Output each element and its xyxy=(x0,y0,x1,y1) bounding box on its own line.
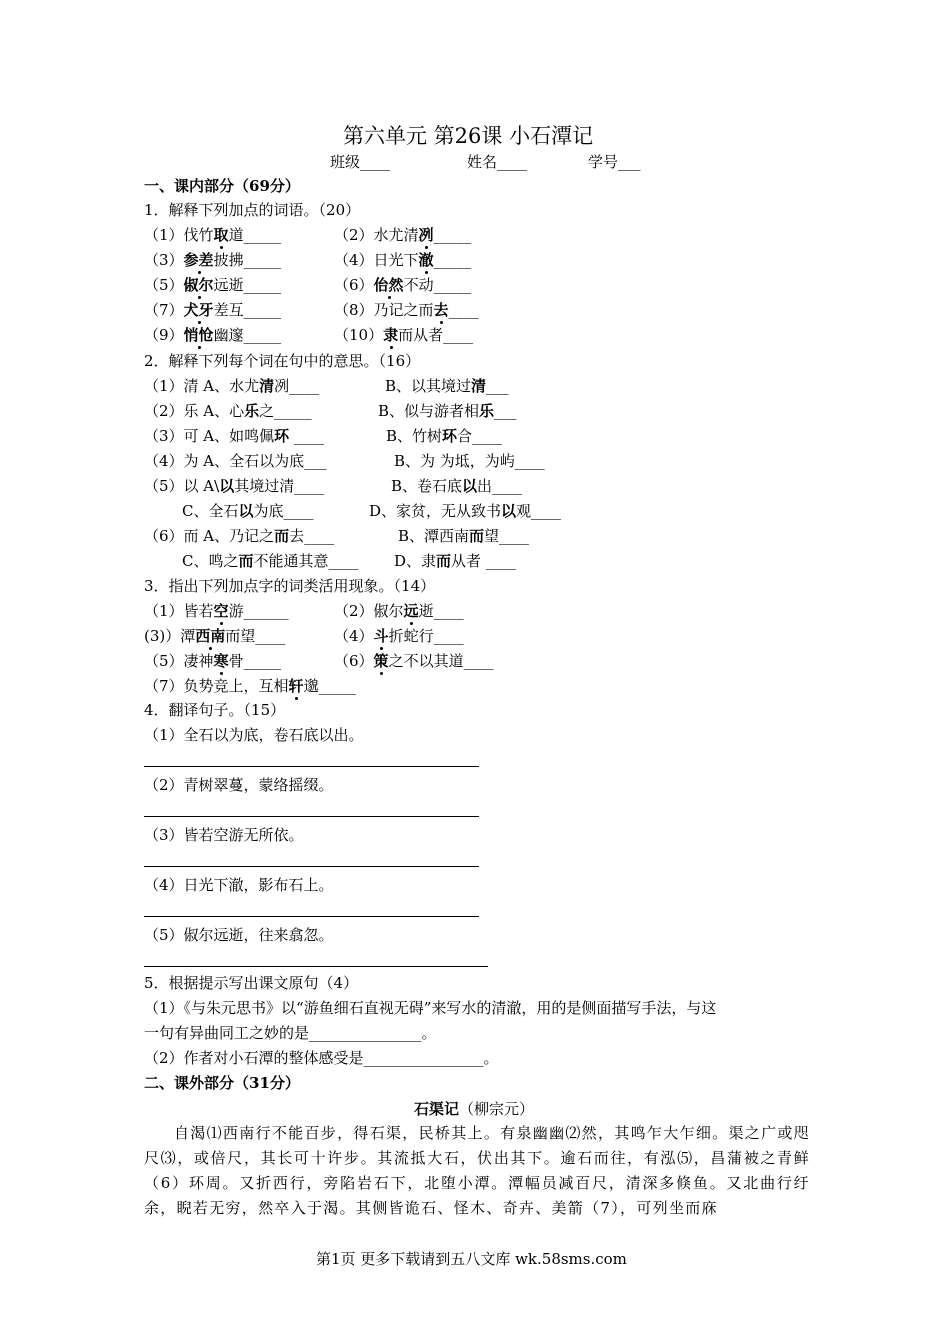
exercise-item xyxy=(394,451,545,471)
marked-word: 佁然 xyxy=(373,276,404,294)
item-text: （7）负势竞上，互相 xyxy=(144,677,289,695)
exercise-item xyxy=(334,300,479,320)
marked-word: 环 xyxy=(274,427,290,445)
exercise-item xyxy=(144,401,312,421)
item-text: （4）日光下 xyxy=(334,251,419,269)
exercise-item xyxy=(394,551,516,571)
item-text: B、竹树 xyxy=(386,427,443,445)
item-text: (3)）潭 xyxy=(144,627,196,645)
item-text: （10） xyxy=(334,326,384,344)
translate-item: （3）皆若空游无所依。 xyxy=(144,826,304,844)
marked-word: 而 xyxy=(436,552,452,570)
item-text: （6）而 A、乃记之 xyxy=(144,527,275,545)
item-text: B、以其境过 xyxy=(385,377,472,395)
marked-word: 以 xyxy=(462,477,478,495)
item-text-answer: 幽邃_____ xyxy=(213,326,282,344)
exercise-item xyxy=(144,526,334,546)
item-text: D、家贫，无从致书 xyxy=(369,502,502,520)
item-text-answer: _____ xyxy=(433,251,472,269)
answer-line[interactable] xyxy=(144,766,479,767)
item-text: B、潭西南 xyxy=(398,527,470,545)
exercise-item xyxy=(144,476,324,496)
marked-word: 而 xyxy=(238,552,254,570)
exercise-item xyxy=(385,376,509,396)
item-text: C、全石 xyxy=(182,502,239,520)
marked-word: 隶 xyxy=(383,326,399,344)
marked-word: 而 xyxy=(274,527,290,545)
item-text-answer: 差互_____ xyxy=(213,301,282,319)
page-footer: 第1页 更多下载请到五八文库 wk.58sms.com xyxy=(316,1250,627,1268)
item-text: （1）伐竹 xyxy=(144,226,214,244)
exercise-item xyxy=(334,225,471,245)
item-text-answer: 不能通其意____ xyxy=(253,552,359,570)
answer-line[interactable] xyxy=(144,866,479,867)
item-text: （6） xyxy=(334,652,374,670)
question-title: 1．解释下列加点的词语。（20） xyxy=(144,201,361,219)
item-text: B、卷石底 xyxy=(391,477,463,495)
marked-word: 远 xyxy=(403,602,419,620)
article-title: 石渠记 xyxy=(414,1100,460,1118)
article-paragraph: 自渴⑴西南行不能百步，得石渠，民桥其上。有泉幽幽⑵然，其鸣乍大乍细。渠之广或咫尺⑶，或倍尺，其长可十许步。其流抵大石，伏出其下。逾石而往，有泓⑸，昌蒲被之青鲜（6）环周。又折西行，旁陷岩石下，北堕小潭。潭幅员减百尺，清深多倏鱼。又北曲行纡余，睨若无穷，然卒入于渴。其侧皆诡石、怪木、奇卉、美箭（7），可列坐而庥 xyxy=(144,1124,810,1217)
item-text-answer: 道_____ xyxy=(228,226,282,244)
item-text-answer: ____ xyxy=(448,301,479,319)
item-text: （7） xyxy=(144,301,184,319)
marked-word: 而 xyxy=(469,527,485,545)
q5-item-2: （2）作者对小石潭的整体感受是________________。 xyxy=(144,1049,499,1067)
exercise-item xyxy=(391,476,522,496)
article-heading xyxy=(414,1099,534,1119)
translate-item: （4）日光下澈，影布石上。 xyxy=(144,876,334,894)
item-text-answer: 为底____ xyxy=(253,502,314,520)
marked-word: 俶尔 xyxy=(183,276,214,294)
item-text-answer: 邈_____ xyxy=(303,677,357,695)
exercise-item xyxy=(144,250,281,270)
page-title: 第六单元 第26课 小石潭记 xyxy=(343,124,594,148)
marked-word: 清 xyxy=(259,377,275,395)
exercise-item xyxy=(398,526,529,546)
exercise-item xyxy=(182,501,314,521)
item-text: D、隶 xyxy=(394,552,437,570)
item-text-answer: _____ xyxy=(433,226,472,244)
marked-word: 寒 xyxy=(213,652,229,670)
item-text: （8）乃记之而 xyxy=(334,301,434,319)
marked-word: 冽 xyxy=(418,226,434,244)
marked-word: 悄怆 xyxy=(183,326,214,344)
item-text-answer: 骨_____ xyxy=(228,652,282,670)
item-text-answer: 而望____ xyxy=(225,627,286,645)
item-text-answer: ___ xyxy=(486,377,509,395)
marked-word: 环 xyxy=(442,427,458,445)
exercise-item xyxy=(144,225,281,245)
exercise-item xyxy=(144,601,289,621)
item-text-answer: 从者 ____ xyxy=(451,552,516,570)
exercise-item xyxy=(144,300,281,320)
question-title: 4．翻译句子。（15） xyxy=(144,701,286,719)
item-text-answer: 逝____ xyxy=(418,602,464,620)
q5-item-1-continued: 一句有异曲同工之妙的是_______________。 xyxy=(144,1024,437,1042)
exercise-item xyxy=(334,250,471,270)
question-title: 3．指出下列加点字的词类活用现象。（14） xyxy=(144,577,436,595)
item-text-answer: 望____ xyxy=(484,527,530,545)
marked-word: 乐 xyxy=(244,402,260,420)
item-text-answer: 披拂_____ xyxy=(213,251,282,269)
item-text: （9） xyxy=(144,326,184,344)
exercise-item xyxy=(378,401,517,421)
q5-item-1: （1）《与朱元思书》以“游鱼细石直视无碍”来写水的清澈，用的是侧面描写手法，与这 xyxy=(144,999,717,1017)
question-title: 5．根据提示写出课文原句（4） xyxy=(144,974,359,992)
class-field[interactable]: 班级____ xyxy=(330,153,391,171)
section-heading: 二、课外部分（31分） xyxy=(144,1074,300,1092)
marked-word: 策 xyxy=(373,652,389,670)
item-text: （3）可 A、如鸣佩 xyxy=(144,427,275,445)
item-text-answer: 游______ xyxy=(228,602,289,620)
answer-line[interactable] xyxy=(144,916,479,917)
exercise-item xyxy=(334,601,464,621)
translate-item: （1）全石以为底，卷石底以出。 xyxy=(144,726,364,744)
exercise-item xyxy=(144,325,281,345)
item-text: （5）凄神 xyxy=(144,652,214,670)
item-text: （3） xyxy=(144,251,184,269)
item-text: （1）清 A、水尤 xyxy=(144,377,260,395)
marked-word: 澈 xyxy=(418,251,434,269)
item-text-answer: 折蛇行____ xyxy=(388,627,464,645)
marked-word: 轩 xyxy=(288,677,304,695)
item-text-answer: 远逝_____ xyxy=(213,276,282,294)
item-text: B、为 为坻，为屿 xyxy=(394,452,515,470)
item-text: B、似与游者相 xyxy=(378,402,480,420)
item-text-answer: ___ xyxy=(494,402,517,420)
item-text-answer: ___ xyxy=(304,452,327,470)
item-text: （4）为 A、全石以为底 xyxy=(144,452,305,470)
marked-word: 以 xyxy=(238,502,254,520)
exercise-item xyxy=(182,551,359,571)
item-text-answer: 观____ xyxy=(516,502,562,520)
item-text-answer: 合____ xyxy=(457,427,503,445)
answer-line[interactable] xyxy=(144,816,479,817)
translate-item: （5）俶尔远逝，往来翕忽。 xyxy=(144,926,334,944)
item-text: （2）乐 A、心 xyxy=(144,402,245,420)
exercise-item xyxy=(334,651,494,671)
exercise-item xyxy=(144,676,356,696)
translate-item: （2）青树翠蔓，蒙络摇缀。 xyxy=(144,776,334,794)
exercise-item xyxy=(144,275,281,295)
item-text: （1）皆若 xyxy=(144,602,214,620)
item-text-answer: 之_____ xyxy=(259,402,312,420)
item-text-answer: 而从者____ xyxy=(398,326,474,344)
exercise-item xyxy=(334,275,471,295)
exercise-item xyxy=(144,626,285,646)
student-id-field[interactable]: 学号___ xyxy=(588,153,641,171)
question-title: 2．解释下列每个词在句中的意思。（16） xyxy=(144,352,421,370)
item-text-answer: ____ xyxy=(514,452,545,470)
marked-word: 去 xyxy=(433,301,449,319)
answer-line[interactable] xyxy=(144,966,488,967)
item-text-answer: 出____ xyxy=(477,477,523,495)
marked-word: 以 xyxy=(501,502,517,520)
item-text: （5） xyxy=(144,276,184,294)
exercise-item xyxy=(144,376,319,396)
item-text-answer: 去____ xyxy=(289,527,335,545)
marked-word: 取 xyxy=(213,226,229,244)
marked-word: 犬牙 xyxy=(183,301,214,319)
section-heading: 一、课内部分（69分） xyxy=(144,177,300,195)
exercise-item xyxy=(144,426,324,446)
exercise-item xyxy=(369,501,561,521)
item-text-answer: 冽____ xyxy=(274,377,320,395)
marked-word: 空 xyxy=(213,602,229,620)
exercise-item xyxy=(334,325,473,345)
marked-word: 斗 xyxy=(373,627,389,645)
item-text-answer: 之不以其道____ xyxy=(388,652,494,670)
article-author: （柳宗元） xyxy=(459,1100,535,1118)
marked-word: 以 xyxy=(219,477,235,495)
exercise-item xyxy=(334,626,464,646)
marked-word: 乐 xyxy=(479,402,495,420)
exercise-item xyxy=(144,651,281,671)
exercise-item xyxy=(144,451,327,471)
item-text-answer: 不动_____ xyxy=(403,276,472,294)
item-text: （2）水尤清 xyxy=(334,226,419,244)
item-text-answer: ____ xyxy=(289,427,324,445)
exercise-item xyxy=(386,426,502,446)
item-text: （2）俶尔 xyxy=(334,602,404,620)
item-text: （4） xyxy=(334,627,374,645)
marked-word: 西南 xyxy=(195,627,226,645)
item-text-answer: 其境过清____ xyxy=(234,477,325,495)
marked-word: 参差 xyxy=(183,251,214,269)
item-text: （5）以 A\ xyxy=(144,477,220,495)
item-text: C、鸣之 xyxy=(182,552,239,570)
item-text: （6） xyxy=(334,276,374,294)
name-field[interactable]: 姓名____ xyxy=(467,153,528,171)
marked-word: 清 xyxy=(471,377,487,395)
